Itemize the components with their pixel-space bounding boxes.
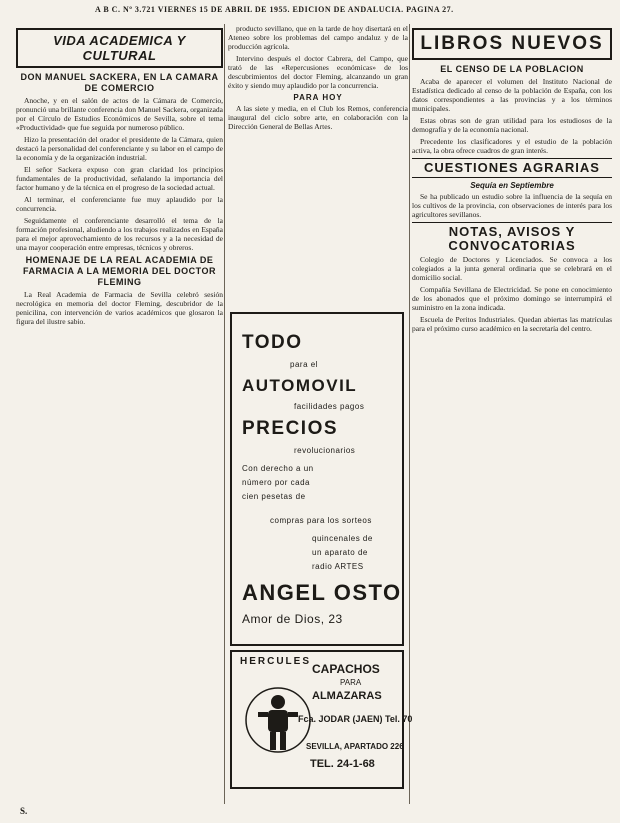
- article-paragraph: Al terminar, el conferenciante fue muy aplaudido por la concurrencia.: [16, 195, 223, 213]
- article-paragraph: Precedente los clasificadores y el estudio de la población activa, la obra ofrece cuadros de gran interés.: [412, 137, 612, 155]
- article-headline: HOMENAJE DE LA REAL ACADEMIA DE FARMACIA A LA MEMORIA DEL DOCTOR FLEMING: [23, 255, 216, 287]
- ad-text: facilidades pagos: [294, 402, 365, 411]
- article-paragraph: Anoche, y en el salón de actos de la Cámara de Comercio, pronunció una brillante conferencia don Manuel Sackera, organizada por el Círculo de Estudios Económicos de Sevilla, sobre el tema «Productividad» que fue seguida por numeroso público.: [16, 96, 223, 132]
- page-mark: S.: [20, 806, 28, 816]
- notice-paragraph: Escuela de Peritos Industriales. Quedan abiertas las matrículas para el próximo curso académico en la secretaría del centro.: [412, 315, 612, 333]
- notice-paragraph: Colegio de Doctores y Licenciados. Se convoca a los colegiados a la junta general ordinaria que se celebrará en el domicilio social.: [412, 255, 612, 282]
- article-paragraph: A las siete y media, en el Club los Remos, conferencia inaugural del ciclo sobre arte, en colaboración con la Dirección General de Bellas Artes.: [228, 104, 408, 131]
- ad-text: Con derecho a un: [242, 464, 314, 473]
- section-banner: VIDA ACADEMICA Y CULTURAL: [16, 28, 223, 68]
- article-paragraph: El señor Sackera expuso con gran claridad los principios fundamentales de la productividad, señalando la importancia del factor humano y de la técnica en el progreso de la sociedad actual.: [16, 165, 223, 192]
- ad-text: radio ARTES: [312, 562, 364, 571]
- ad-text: CAPACHOS: [312, 662, 380, 676]
- article-headline: EL CENSO DE LA POBLACION: [440, 64, 584, 74]
- column-right: [412, 24, 612, 814]
- ad-text: para el: [290, 360, 318, 369]
- section-subhead: PARA HOY: [293, 93, 343, 102]
- article-paragraph: Estas obras son de gran utilidad para los estudiosos de la demografía y de la economía nacional.: [412, 116, 612, 134]
- ad-text: PRECIOS: [242, 418, 339, 439]
- ad-text: ALMAZARAS: [312, 690, 382, 702]
- ad-text: compras para los sorteos: [270, 516, 372, 525]
- ad-text: TODO: [242, 332, 303, 353]
- ad-text: PARA: [340, 678, 362, 687]
- article-paragraph: Se ha publicado un estudio sobre la influencia de la sequía en los cultivos de la provincia, con observaciones de interés para los agricultores sevillanos.: [412, 192, 612, 219]
- article-paragraph: producto sevillano, que en la tarde de hoy disertará en el Ateneo sobre los problemas del campo andaluz y de la producción agrícola.: [228, 24, 408, 51]
- article-paragraph: Intervino después el doctor Cabrera, del Campo, que trató de las «Repercusiones económicas» de los descubrimientos del doctor Fleming, alcanzando un gran éxito y siendo muy aplaudido por la concurrencia.: [228, 54, 408, 90]
- article-subhead: Sequía en Septiembre: [470, 181, 554, 190]
- column-middle: [228, 24, 408, 309]
- ad-text: AUTOMOVIL: [242, 376, 358, 395]
- article-paragraph: Acaba de aparecer el volumen del Instituto Nacional de Estadística dedicado al censo de la población de España, con los datos correspondientes a las provincias y a los términos municipales.: [412, 77, 612, 113]
- advertisement-automovil: [230, 312, 404, 646]
- ad-text: revolucionarios: [294, 446, 356, 455]
- article-paragraph: Hizo la presentación del orador el presidente de la Cámara, quien destacó la personalidad del conferenciante y su labor en el campo de la economía y de la organización industrial.: [16, 135, 223, 162]
- article-paragraph: La Real Academia de Farmacia de Sevilla celebró sesión necrológica en memoria del doctor Fleming, descubridor de la penicilina, con intervención de varios académicos que glosaron la figura del ilustre sabio.: [16, 290, 223, 326]
- page-header: A B C. Nº 3.721 VIERNES 15 DE ABRIL DE 1955. EDICION DE ANDALUCIA. PAGINA 27.: [95, 5, 454, 14]
- ad-brand: HERCULES: [240, 656, 312, 667]
- article-paragraph: Seguidamente el conferenciante desarrolló el tema de la formación profesional, aludiendo a los trabajos realizados en España para el mejor aprovechamiento de los recursos y a la necesidad de una mayor cooperación entre empresas, técnicos y obreros.: [16, 216, 223, 252]
- ad-text: un aparato de: [312, 548, 368, 557]
- column-rule: [409, 24, 410, 804]
- ad-text: TEL. 24-1-68: [310, 758, 375, 770]
- ad-text: ANGEL OSTO: [242, 580, 402, 605]
- ad-text: cien pesetas de: [242, 492, 306, 501]
- column-left: [16, 24, 223, 814]
- ad-text: Amor de Dios, 23: [242, 612, 343, 626]
- section-banner: LIBROS NUEVOS: [412, 28, 612, 60]
- ad-text: número por cada: [242, 478, 310, 487]
- advertisement-capachos: [230, 650, 413, 789]
- notice-paragraph: Compañía Sevillana de Electricidad. Se pone en conocimiento de los abonados que el próximo domingo se interrumpirá el suministro en la zona indicada.: [412, 285, 612, 312]
- column-rule: [224, 24, 225, 804]
- section-headline: CUESTIONES AGRARIAS: [412, 158, 612, 178]
- article-headline: DON MANUEL SACKERA, EN LA CAMARA DE COMERCIO: [20, 72, 219, 93]
- ad-text: Fca. JODAR (JAEN) Tel. 70: [298, 714, 413, 724]
- ad-text: quincenales de: [312, 534, 373, 543]
- ad-text: SEVILLA, APARTADO 226: [306, 742, 404, 751]
- section-headline: NOTAS, AVISOS Y CONVOCATORIAS: [412, 222, 612, 253]
